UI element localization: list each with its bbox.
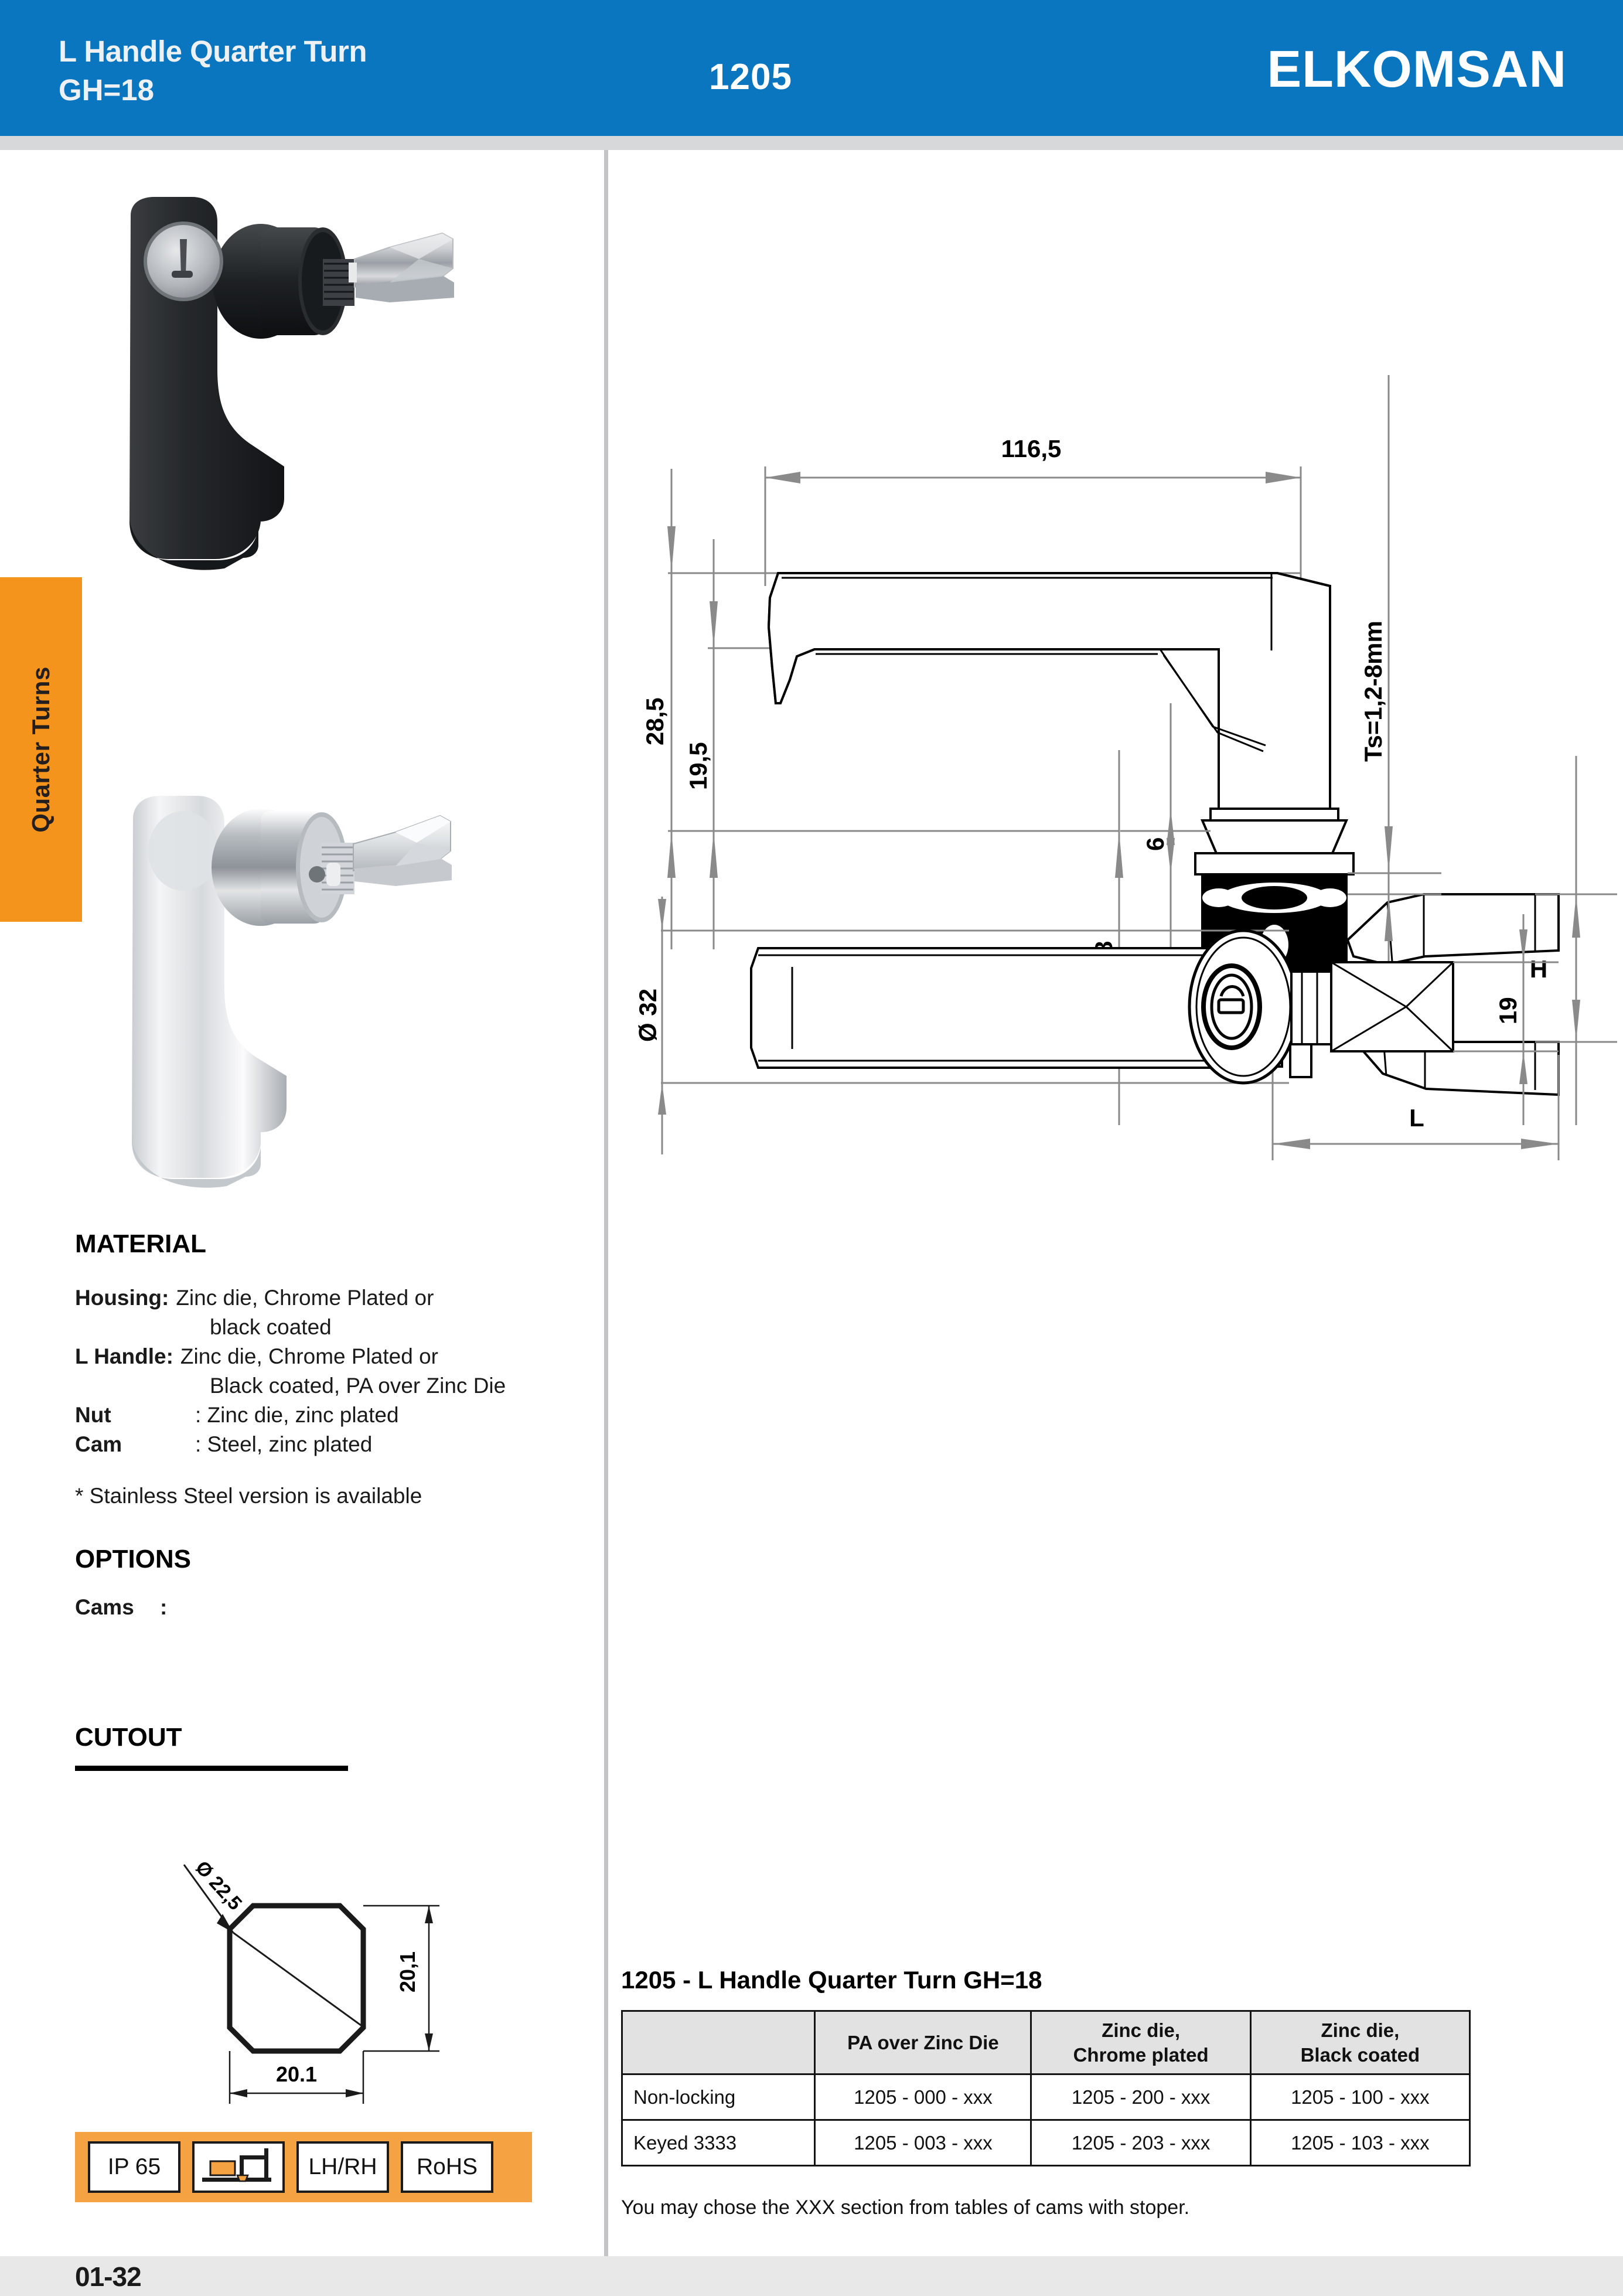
dim-six: 6 [1141, 837, 1169, 851]
product-code: 1205 [709, 57, 792, 97]
material-heading: MATERIAL [75, 1229, 207, 1258]
badge-compliance: RoHS [401, 2141, 493, 2193]
cell-non-locking-black: 1205 - 100 - xxx [1250, 2074, 1469, 2120]
cutout-underline [75, 1766, 348, 1771]
page-header [0, 0, 1623, 136]
material-row-nut [75, 1401, 579, 1430]
parts-table-note: You may chose the XXX section from tables of cams with stoper. [621, 2196, 1190, 2219]
parts-table-body [622, 2074, 1470, 2166]
badge-handing: LH/RH [296, 2141, 389, 2193]
svg-text:20,1: 20,1 [395, 1951, 420, 1992]
dim-l: L [1409, 1104, 1424, 1132]
dim-length-116: 116,5 [1001, 435, 1062, 462]
table-row [622, 2120, 1470, 2166]
cutout-drawing [164, 1793, 562, 2127]
category-side-tab [0, 577, 82, 922]
col-header-black-line2: Black coated [1300, 2043, 1420, 2066]
material-label-lhandle: L Handle: [75, 1344, 173, 1368]
col-header-black-line1: Zinc die, [1321, 2019, 1400, 2041]
dim-19: 19 [1494, 997, 1522, 1024]
material-value-lhandle: Zinc die, Chrome Plated or [180, 1344, 438, 1368]
row-label-non-locking: Non-locking [622, 2074, 815, 2120]
dim-h: H [1529, 955, 1548, 983]
material-value-nut: : Zinc die, zinc plated [195, 1403, 399, 1427]
material-row-cam [75, 1430, 579, 1459]
options-cams-row [75, 1595, 167, 1620]
options-cams-separator: : [160, 1595, 168, 1619]
product-subtitle: GH=18 [59, 73, 155, 107]
material-label-nut: Nut [75, 1403, 111, 1427]
parts-table-title: 1205 - L Handle Quarter Turn GH=18 [621, 1966, 1042, 1994]
product-title: L Handle Quarter Turn [59, 35, 367, 68]
cell-keyed-pa: 1205 - 003 - xxx [815, 2120, 1031, 2166]
col-header-black-coated [1250, 2011, 1469, 2074]
col-header-pa-over-zinc-die: PA over Zinc Die [815, 2011, 1031, 2074]
product-photo-chrome [114, 750, 501, 1213]
badge-panel-mount [192, 2141, 285, 2193]
parts-table-head [622, 2011, 1470, 2074]
cell-keyed-black: 1205 - 103 - xxx [1250, 2120, 1469, 2166]
row-label-keyed-3333: Keyed 3333 [622, 2120, 815, 2166]
panel-mount-icon [197, 2145, 279, 2189]
parts-table [621, 2010, 1471, 2166]
product-photo-black [114, 193, 501, 680]
cell-non-locking-chrome: 1205 - 200 - xxx [1031, 2074, 1250, 2120]
badge-ip-rating: IP 65 [88, 2141, 180, 2193]
header-grey-band [0, 136, 1623, 150]
page-footer [0, 2256, 1623, 2296]
category-side-tab-label: Quarter Turns [27, 666, 54, 833]
col-header-chrome-plated [1031, 2011, 1250, 2074]
table-row [622, 2074, 1470, 2120]
material-label-housing: Housing: [75, 1286, 169, 1310]
col-header-blank [622, 2011, 815, 2074]
feature-badge-strip [75, 2132, 532, 2202]
cell-keyed-chrome: 1205 - 203 - xxx [1031, 2120, 1250, 2166]
dim-height-195: 19,5 [684, 742, 712, 790]
cell-non-locking-pa: 1205 - 000 - xxx [815, 2074, 1031, 2120]
dim-dia32: Ø 32 [634, 988, 662, 1042]
cutout-heading: CUTOUT [75, 1723, 182, 1752]
column-divider [604, 150, 608, 2257]
material-value-cam: : Steel, zinc plated [195, 1432, 373, 1456]
options-heading: OPTIONS [75, 1545, 192, 1573]
options-cams-label: Cams [75, 1595, 134, 1619]
col-header-chrome-line1: Zinc die, [1102, 2019, 1181, 2041]
table-header-row [622, 2011, 1470, 2074]
parts-table-wrapper [621, 2010, 1471, 2166]
dim-height-285: 28,5 [641, 697, 669, 745]
material-value-housing: Zinc die, Chrome Plated or [176, 1286, 434, 1310]
header-title-block [59, 34, 586, 111]
material-cont-lhandle: Black coated, PA over Zinc Die [210, 1374, 506, 1398]
material-row-lhandle [75, 1342, 579, 1371]
col-header-chrome-line2: Chrome plated [1073, 2043, 1209, 2066]
material-row-housing [75, 1283, 579, 1313]
svg-text:20.1: 20.1 [275, 2062, 318, 2086]
page-number: 01-32 [75, 2261, 141, 2292]
material-cont-housing: black coated [210, 1315, 332, 1339]
brand-logo: ELKOMSAN [1267, 40, 1567, 98]
material-label-cam: Cam [75, 1432, 122, 1456]
svg-text:Ø 22,5: Ø 22,5 [191, 1856, 247, 1915]
technical-drawing-top-view [633, 879, 1582, 1160]
dim-ts: Ts=1,2-8mm [1359, 621, 1387, 762]
material-note: * Stainless Steel version is available [75, 1484, 422, 1508]
material-list [75, 1283, 579, 1459]
